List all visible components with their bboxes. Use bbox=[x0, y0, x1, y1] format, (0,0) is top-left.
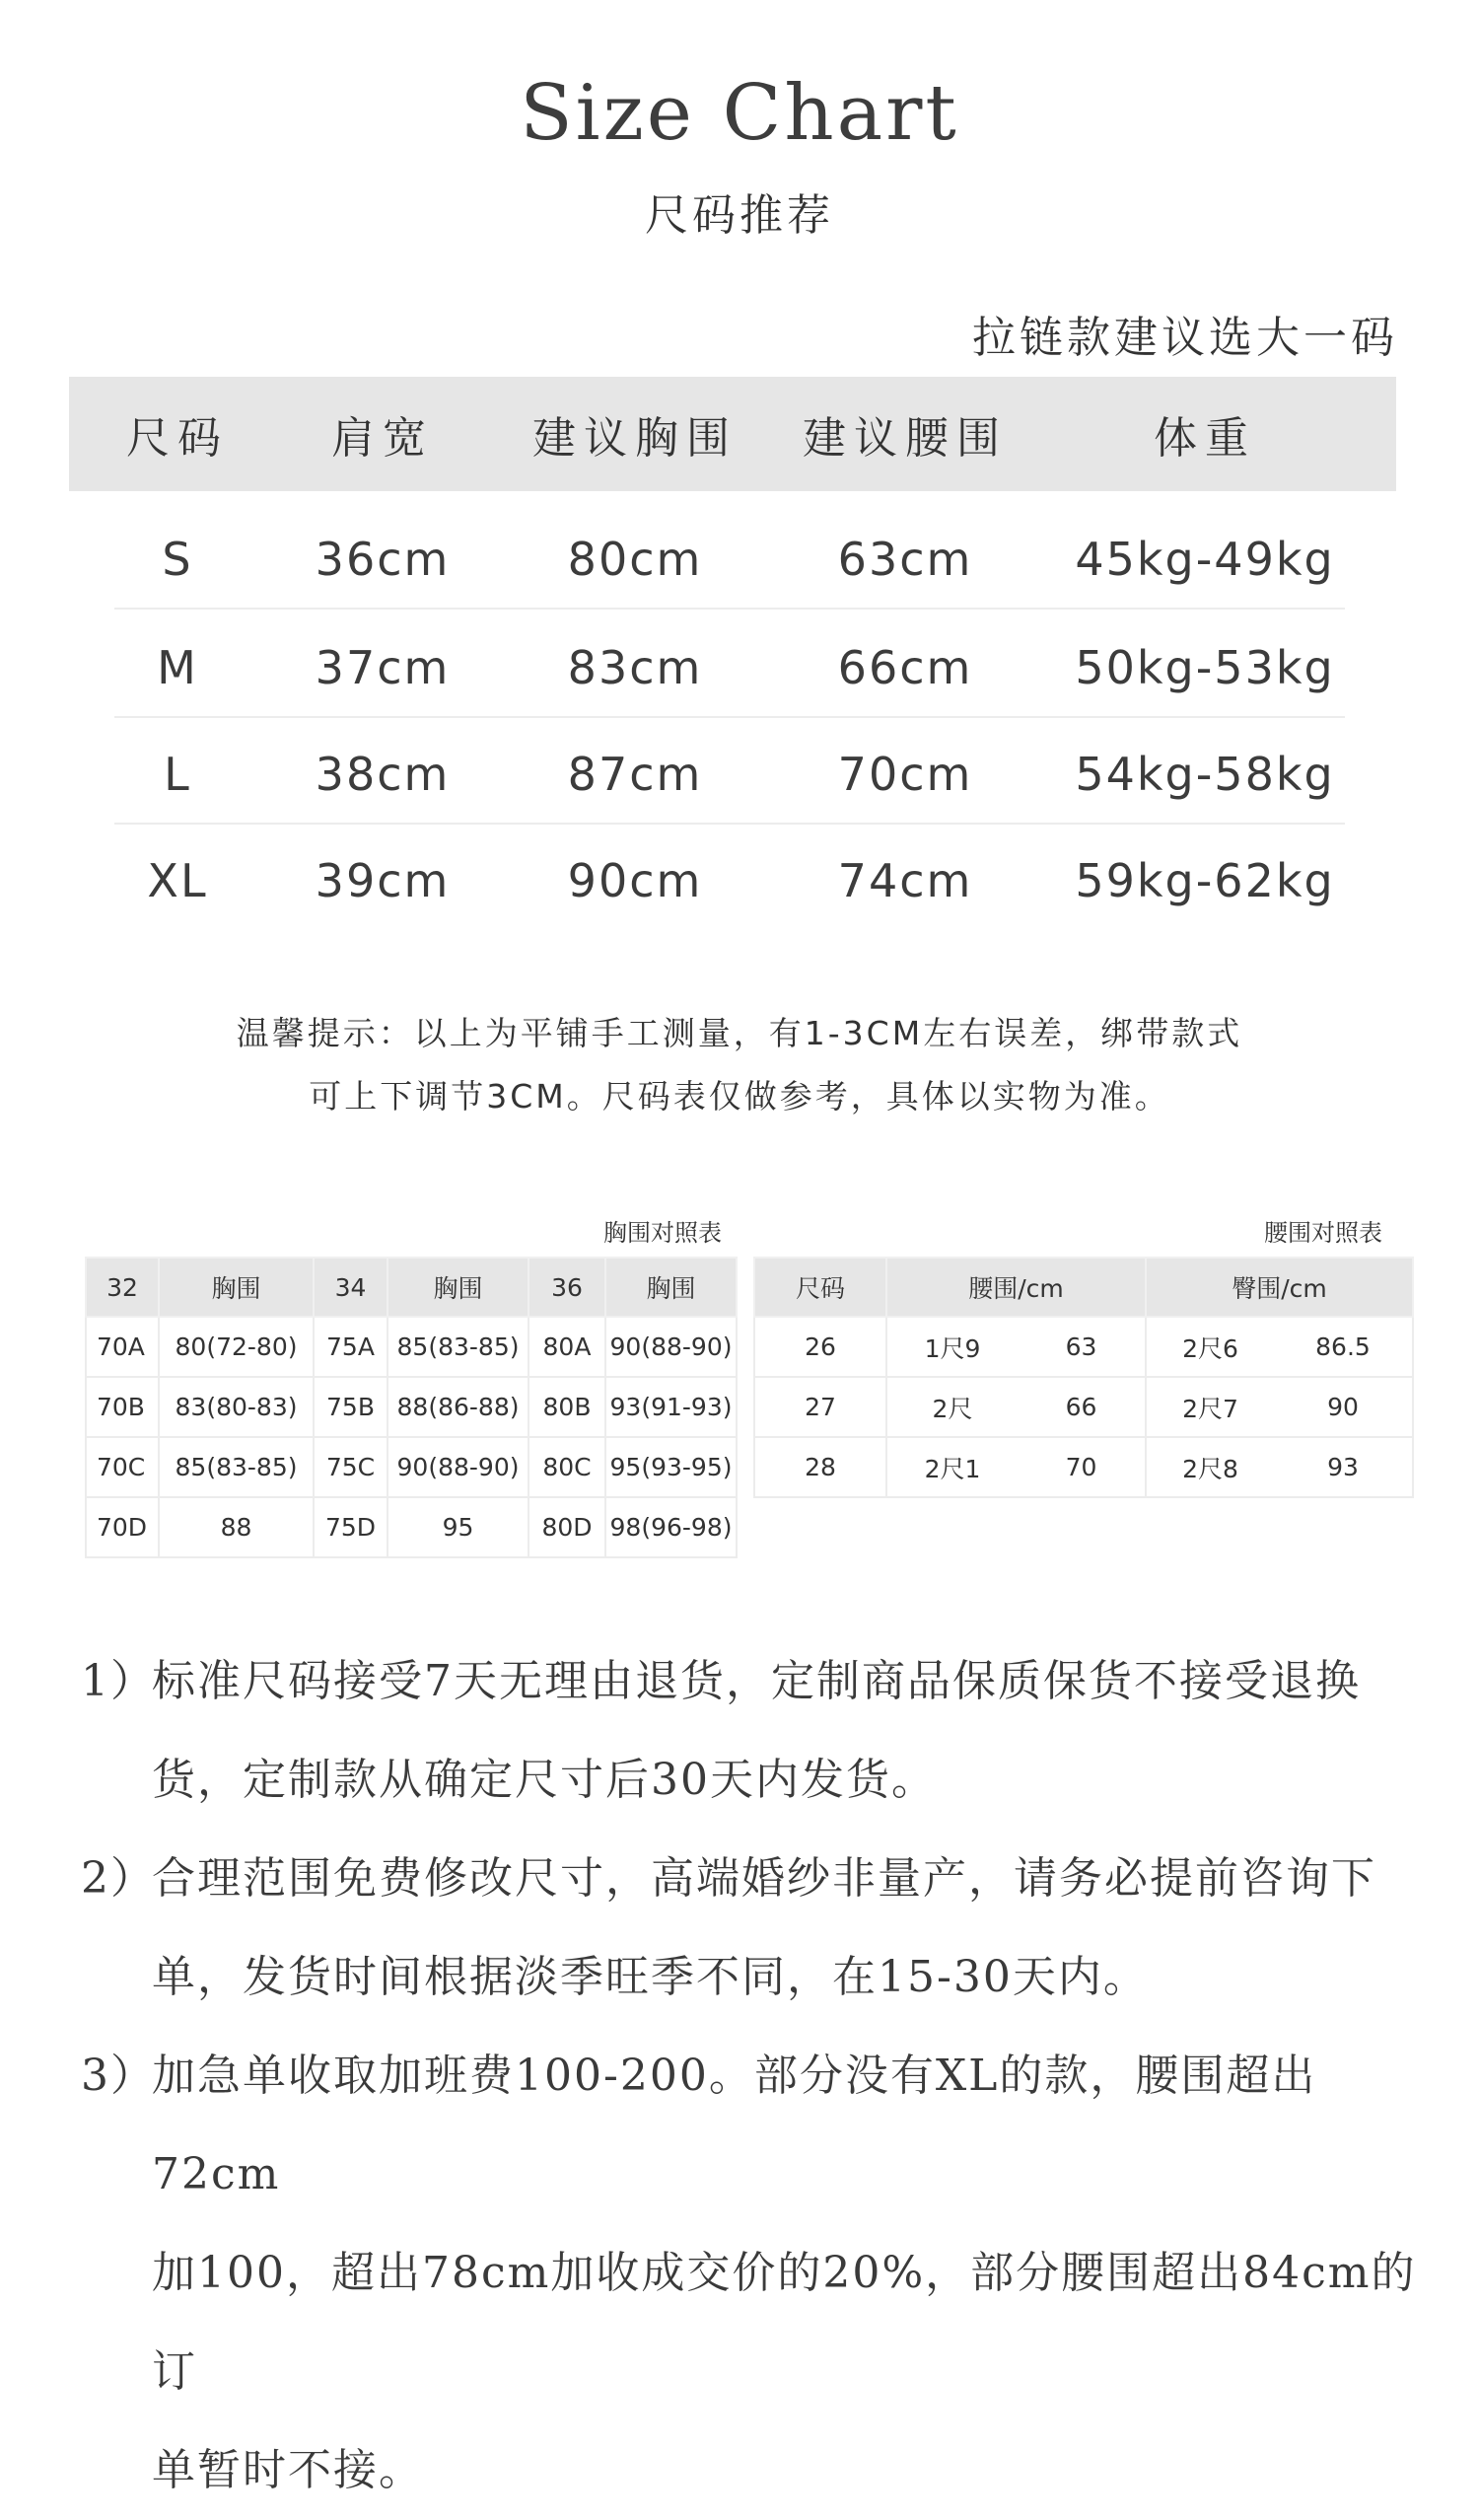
table-cell: 2尺8 bbox=[1146, 1437, 1274, 1497]
table-cell: 70B bbox=[86, 1377, 159, 1437]
column-header: 胸围 bbox=[387, 1258, 528, 1317]
bust-table-title: 胸围对照表 bbox=[603, 1219, 722, 1247]
table-row bbox=[754, 1437, 1413, 1497]
table-cell: 83(80-83) bbox=[159, 1377, 314, 1437]
table-cell: 70A bbox=[86, 1317, 159, 1377]
waist-table-title: 腰围对照表 bbox=[1264, 1219, 1382, 1247]
shoulder-cell: 36cm bbox=[315, 533, 451, 586]
page-title: Size Chart bbox=[520, 69, 959, 158]
table-cell: 95(93-95) bbox=[605, 1437, 737, 1497]
table-cell: 90 bbox=[1274, 1377, 1413, 1437]
header-bust: 建议胸围 bbox=[532, 413, 738, 464]
waist-cell: 70cm bbox=[837, 748, 973, 801]
column-header: 36 bbox=[528, 1258, 605, 1317]
table-cell: 95 bbox=[387, 1497, 528, 1557]
table-cell: 27 bbox=[754, 1377, 886, 1437]
size-cell: S bbox=[162, 533, 193, 586]
table-cell: 85(83-85) bbox=[387, 1317, 528, 1377]
column-header: 32 bbox=[86, 1258, 159, 1317]
header-weight: 体重 bbox=[1154, 413, 1256, 464]
note-line: 单暂时不接。 bbox=[152, 2445, 424, 2495]
table-cell: 90(88-90) bbox=[387, 1437, 528, 1497]
table-cell: 70 bbox=[1018, 1437, 1146, 1497]
table-row bbox=[86, 1497, 737, 1557]
column-header: 尺码 bbox=[754, 1258, 886, 1317]
bust-cell: 80cm bbox=[567, 533, 703, 586]
note-number: 3） bbox=[81, 2051, 156, 2101]
table-row bbox=[69, 825, 1396, 931]
table-cell: 2尺6 bbox=[1146, 1317, 1274, 1377]
waist-cell: 74cm bbox=[837, 854, 973, 907]
waist-cell: 63cm bbox=[837, 533, 973, 586]
size-table-header bbox=[69, 377, 1396, 491]
table-row bbox=[754, 1317, 1413, 1377]
policy-note-1 bbox=[81, 1632, 1422, 1830]
note-line: 加100，超出78cm加收成交价的20%，部分腰围超出84cm的订 bbox=[152, 2248, 1417, 2397]
table-cell: 2尺7 bbox=[1146, 1377, 1274, 1437]
table-cell: 88 bbox=[159, 1497, 314, 1557]
column-header: 胸围 bbox=[605, 1258, 737, 1317]
table-cell: 63 bbox=[1018, 1317, 1146, 1377]
size-cell: XL bbox=[147, 854, 208, 907]
table-header-row bbox=[86, 1258, 737, 1317]
note-line: 单，发货时间根据淡季旺季不同，在15-30天内。 bbox=[152, 1952, 1149, 2002]
page-subtitle: 尺码推荐 bbox=[645, 190, 834, 241]
note-line: 货，定制款从确定尺寸后30天内发货。 bbox=[152, 1755, 937, 1805]
bust-cell: 87cm bbox=[567, 748, 703, 801]
table-cell: 66 bbox=[1018, 1377, 1146, 1437]
table-cell: 80(72-80) bbox=[159, 1317, 314, 1377]
waist-cell: 66cm bbox=[837, 641, 973, 694]
policy-note-2 bbox=[81, 1830, 1422, 2027]
table-cell: 80D bbox=[528, 1497, 605, 1557]
table-cell: 70C bbox=[86, 1437, 159, 1497]
table-cell: 75C bbox=[314, 1437, 387, 1497]
table-cell: 75D bbox=[314, 1497, 387, 1557]
note-line: 合理范围免费修改尺寸，高端婚纱非量产，请务必提前咨询下 bbox=[152, 1853, 1376, 1904]
note-line: 加急单收取加班费100-200。部分没有XL的款，腰围超出72cm bbox=[152, 2051, 1317, 2199]
table-cell: 80B bbox=[528, 1377, 605, 1437]
table-cell: 2尺 bbox=[886, 1377, 1018, 1437]
tip-line-2: 可上下调节3CM。尺码表仅做参考，具体以实物为准。 bbox=[309, 1077, 1170, 1116]
table-row bbox=[754, 1377, 1413, 1437]
table-cell: 80C bbox=[528, 1437, 605, 1497]
table-cell: 26 bbox=[754, 1317, 886, 1377]
table-row bbox=[86, 1317, 737, 1377]
weight-cell: 54kg-58kg bbox=[1075, 748, 1335, 801]
bust-cell: 83cm bbox=[567, 641, 703, 694]
table-cell: 86.5 bbox=[1274, 1317, 1413, 1377]
tip-line-1: 温馨提示：以上为平铺手工测量，有1-3CM左右误差，绑带款式 bbox=[236, 1014, 1243, 1052]
table-cell: 75A bbox=[314, 1317, 387, 1377]
table-cell: 75B bbox=[314, 1377, 387, 1437]
header-shoulder: 肩宽 bbox=[331, 413, 434, 464]
bust-table bbox=[85, 1257, 738, 1558]
column-header: 臀围/cm bbox=[1146, 1258, 1413, 1317]
zipper-note: 拉链款建议选大一码 bbox=[972, 313, 1398, 363]
table-cell: 70D bbox=[86, 1497, 159, 1557]
policy-notes bbox=[81, 1632, 1422, 2520]
column-header: 34 bbox=[314, 1258, 387, 1317]
note-number: 2） bbox=[81, 1853, 156, 1904]
waist-table bbox=[753, 1257, 1414, 1498]
table-cell: 1尺9 bbox=[886, 1317, 1018, 1377]
note-line: 标准尺码接受7天无理由退货，定制商品保质保货不接受退换 bbox=[152, 1656, 1361, 1706]
table-cell: 28 bbox=[754, 1437, 886, 1497]
table-cell: 93 bbox=[1274, 1437, 1413, 1497]
shoulder-cell: 38cm bbox=[315, 748, 451, 801]
column-header: 胸围 bbox=[159, 1258, 314, 1317]
table-cell: 88(86-88) bbox=[387, 1377, 528, 1437]
table-cell: 85(83-85) bbox=[159, 1437, 314, 1497]
header-waist: 建议腰围 bbox=[803, 413, 1008, 464]
shoulder-cell: 37cm bbox=[315, 641, 451, 694]
table-row bbox=[86, 1437, 737, 1497]
table-cell: 90(88-90) bbox=[605, 1317, 737, 1377]
policy-note-3 bbox=[81, 2027, 1422, 2520]
table-row bbox=[69, 503, 1396, 610]
column-header: 腰围/cm bbox=[886, 1258, 1146, 1317]
table-cell: 93(91-93) bbox=[605, 1377, 737, 1437]
shoulder-cell: 39cm bbox=[315, 854, 451, 907]
note-number: 1） bbox=[81, 1656, 156, 1706]
table-cell: 80A bbox=[528, 1317, 605, 1377]
table-cell: 2尺1 bbox=[886, 1437, 1018, 1497]
table-row bbox=[86, 1377, 737, 1437]
size-cell: L bbox=[164, 748, 191, 801]
table-cell: 98(96-98) bbox=[605, 1497, 737, 1557]
weight-cell: 59kg-62kg bbox=[1075, 854, 1335, 907]
table-header-row bbox=[754, 1258, 1413, 1317]
header-size: 尺码 bbox=[126, 413, 229, 464]
table-row bbox=[69, 612, 1396, 718]
weight-cell: 50kg-53kg bbox=[1075, 641, 1335, 694]
bust-cell: 90cm bbox=[567, 854, 703, 907]
size-cell: M bbox=[157, 641, 198, 694]
table-row bbox=[69, 718, 1396, 825]
weight-cell: 45kg-49kg bbox=[1075, 533, 1335, 586]
